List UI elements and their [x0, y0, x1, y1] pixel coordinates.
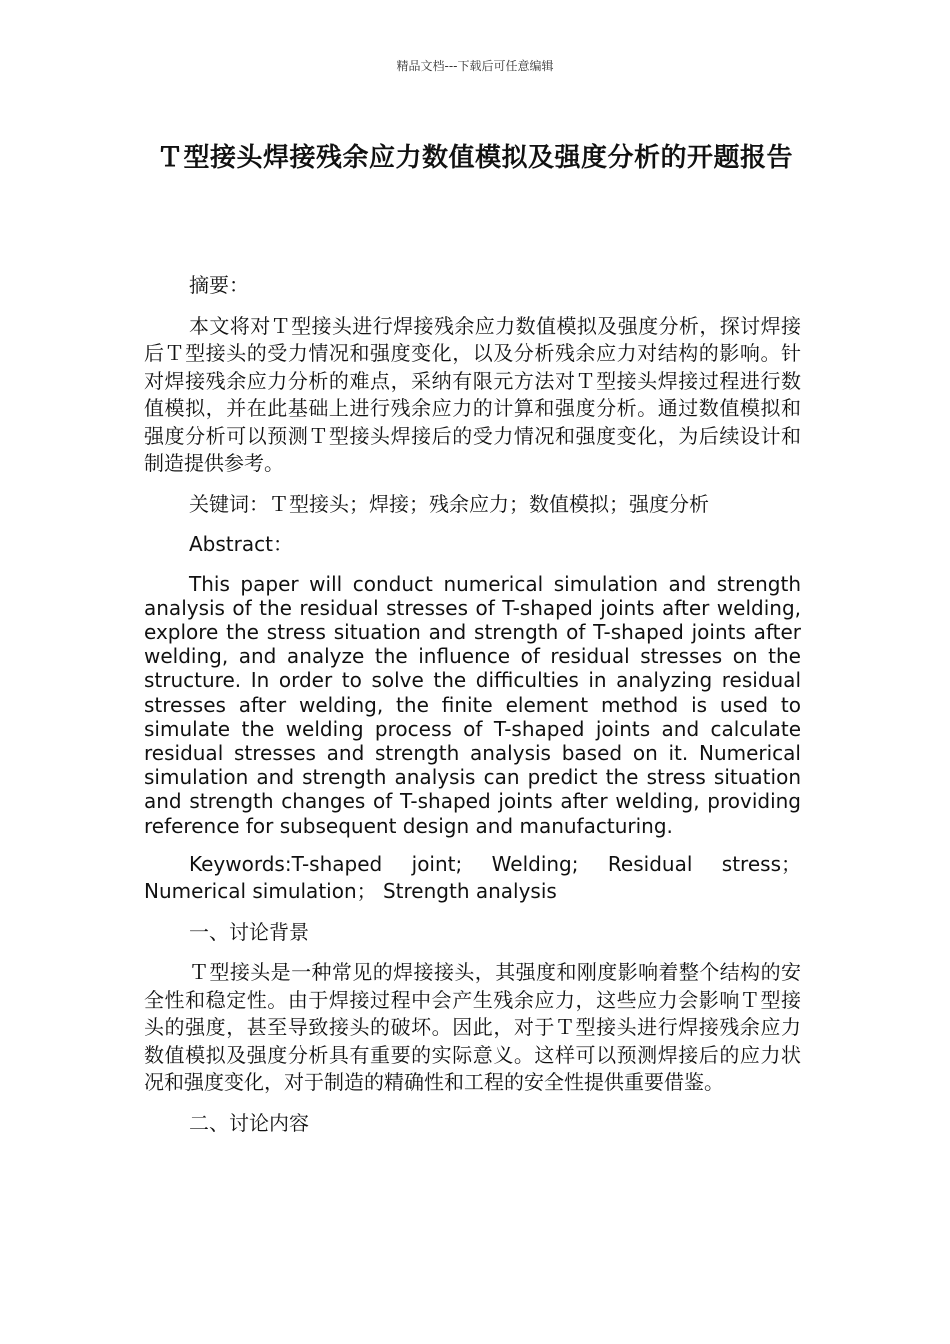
abstract-cn-body: 本文将对Ｔ型接头进行焊接残余应力数值模拟及强度分析，探讨焊接后Ｔ型接头的受力情况和强度变化，以及分析残余应力对结构的影响。针对焊接残余应力分析的难点，采纳有限元方法对Ｔ型接头焊接过程进行数值模拟，并在此基础上进行残余应力的计算和强度分析。通过数值模拟和强度分析可以预测Ｔ型接头焊接后的受力情况和强度变化，为后续设计和制造提供参考。 — [144, 313, 801, 475]
keywords-cn: 关键词：Ｔ型接头；焊接；残余应力；数值模拟；强度分析 — [189, 491, 709, 516]
abstract-cn-heading: 摘要： — [189, 273, 249, 297]
document-title: Ｔ型接头焊接残余应力数值模拟及强度分析的开题报告 — [156, 143, 793, 173]
section1-heading: 一、讨论背景 — [189, 919, 309, 944]
abstract-en-body: This paper will conduct numerical simulation and strength analysis of the residual stresses of T-shaped joints after welding, explore the stress situation and strength of T-shaped joints after welding, and analyze the influence of residual stresses on the structure. In order to solve the difficulties in analyzing residual stresses after welding, the finite element method is used to simulate the welding process of T-shaped joints and calculate residual stresses and strength analysis based on it. Numerical simulation and strength analysis can predict the stress situation and strength changes of T-shaped joints after welding, providing reference for subsequent design and manufacturing. — [144, 571, 801, 838]
section1-body: Ｔ型接头是一种常见的焊接接头，其强度和刚度影响着整个结构的安全性和稳定性。由于焊接过程中会产生残余应力，这些应力会影响Ｔ型接头的强度，甚至导致接头的破坏。因此，对于Ｔ型接头进行焊接残余应力数值模拟及强度分析具有重要的实际意义。这样可以预测焊接后的应力状况和强度变化，对于制造的精确性和工程的安全性提供重要借鉴。 — [144, 960, 801, 1095]
document-body — [144, 272, 801, 1137]
abstract-en-heading: Abstract： — [189, 532, 293, 556]
keywords-en: Keywords:T-shaped joint; Welding; Residual stress；Numerical simulation； Strength analysis — [144, 851, 801, 904]
section2-heading: 二、讨论内容 — [189, 1110, 309, 1135]
header-note: 精品文档---下载后可任意编辑 — [396, 59, 554, 73]
